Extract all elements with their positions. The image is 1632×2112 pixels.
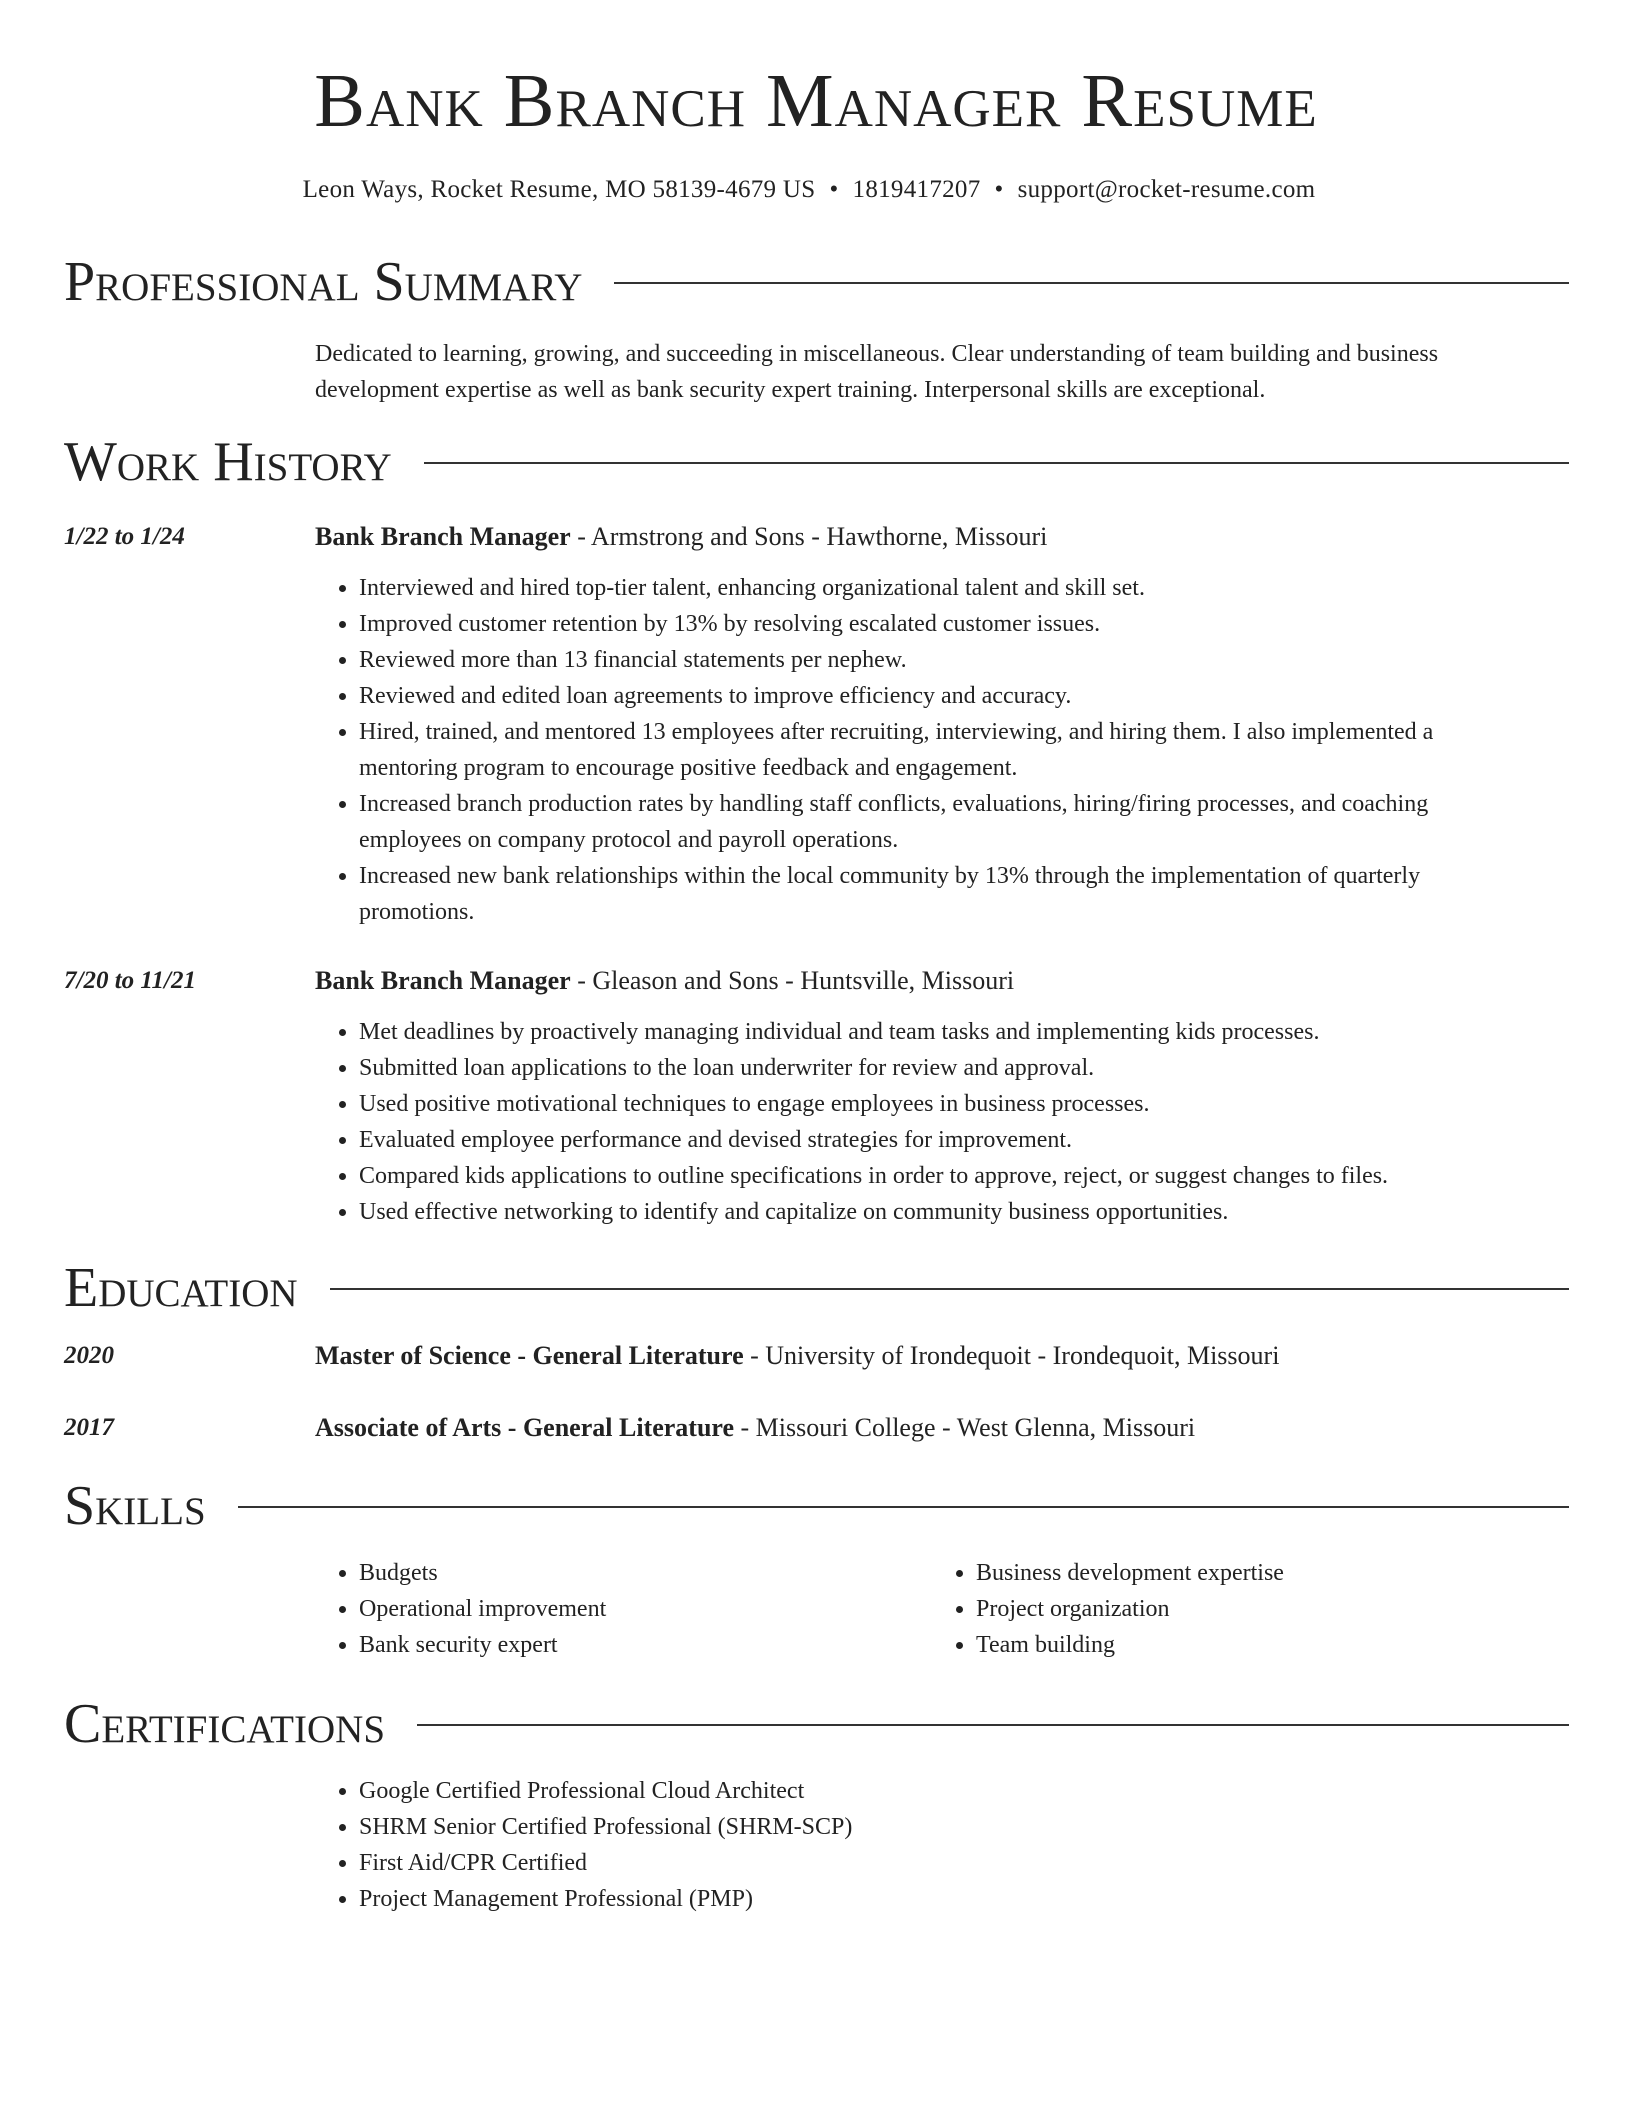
skills-section-header [64, 1474, 1569, 1538]
job-employer-location: - Gleason and Sons - Huntsville, Missouri [570, 966, 1015, 995]
job-bullets [315, 570, 1532, 930]
list-item: • Project organization [976, 1591, 1532, 1627]
list-item: • Interviewed and hired top-tier talent, enhancing organizational talent and skill set. [359, 570, 1532, 606]
section-divider [424, 462, 1569, 464]
list-item: • First Aid/CPR Certified [359, 1845, 1532, 1881]
section-divider [330, 1288, 1569, 1290]
education-section-header [64, 1256, 1569, 1320]
job-title-line [315, 519, 1047, 555]
summary-text: Dedicated to learning, growing, and succeeding in miscellaneous. Clear understanding of team building and business development expertise as well as bank security expert training. Interpersonal skills are exceptional. [315, 341, 1439, 403]
education-heading: Education [64, 1257, 298, 1319]
job-dates: 7/20 to 11/21 [64, 967, 196, 994]
education-degree: Associate of Arts - General Literature [315, 1413, 735, 1442]
resume-title: Bank Branch Manager Resume [314, 59, 1318, 143]
list-item: • Increased new bank relationships within the local community by 13% through the implementation of quarterly promotions. [359, 858, 1532, 930]
list-item: • Hired, trained, and mentored 13 employees after recruiting, interviewing, and hiring them. I also implemented a mentoring program to encourage positive feedback and engagement. [359, 714, 1532, 786]
list-item: • Team building [976, 1627, 1532, 1663]
list-item: • Used effective networking to identify and capitalize on community business opportunities. [359, 1194, 1532, 1230]
certifications-list [315, 1773, 1532, 1917]
education-school: - Missouri College - West Glenna, Missouri [734, 1413, 1196, 1442]
education-line [315, 1410, 1195, 1446]
job-title-line [315, 963, 1014, 999]
work-history-heading: Work History [64, 431, 392, 493]
list-item: • Budgets [359, 1555, 932, 1591]
list-item: • Submitted loan applications to the loan underwriter for review and approval. [359, 1050, 1532, 1086]
list-item: • Operational improvement [359, 1591, 932, 1627]
certifications-section-header [64, 1692, 1569, 1756]
contact-separator: • [994, 176, 1004, 203]
list-item: • Compared kids applications to outline specifications in order to approve, reject, or suggest changes to files. [359, 1158, 1532, 1194]
job-dates: 1/22 to 1/24 [64, 523, 185, 550]
job-employer-location: - Armstrong and Sons - Hawthorne, Missouri [570, 522, 1048, 551]
list-item: • Evaluated employee performance and devised strategies for improvement. [359, 1122, 1532, 1158]
section-divider [238, 1506, 1569, 1508]
skills-heading: Skills [64, 1475, 206, 1537]
section-divider [417, 1724, 1569, 1726]
summary-section-header [64, 250, 1569, 314]
list-item: • Met deadlines by proactively managing individual and team tasks and implementing kids processes. [359, 1014, 1532, 1050]
list-item: • Project Management Professional (PMP) [359, 1881, 1532, 1917]
contact-line [0, 174, 1618, 206]
education-degree: Master of Science - General Literature [315, 1341, 744, 1370]
skills-column-right [932, 1555, 1532, 1663]
education-line [315, 1338, 1279, 1374]
list-item: • SHRM Senior Certified Professional (SHRM-SCP) [359, 1809, 1532, 1845]
list-item: • Bank security expert [359, 1627, 932, 1663]
skills-column-left [315, 1555, 932, 1663]
education-year: 2017 [64, 1414, 114, 1441]
job-bullets [315, 1014, 1532, 1230]
list-item: • Google Certified Professional Cloud Architect [359, 1773, 1532, 1809]
list-item: • Used positive motivational techniques to engage employees in business processes. [359, 1086, 1532, 1122]
section-divider [614, 282, 1569, 284]
list-item: • Improved customer retention by 13% by resolving escalated customer issues. [359, 606, 1532, 642]
contact-email[interactable]: support@rocket-resume.com [1017, 176, 1316, 203]
work-history-section-header [64, 430, 1569, 494]
list-item: • Reviewed and edited loan agreements to improve efficiency and accuracy. [359, 678, 1532, 714]
summary-heading: Professional Summary [64, 251, 583, 313]
skills-list [315, 1555, 1532, 1663]
job-title: Bank Branch Manager [315, 522, 571, 551]
contact-separator: • [829, 176, 839, 203]
list-item: • Business development expertise [976, 1555, 1532, 1591]
contact-phone: 1819417207 [852, 176, 981, 203]
education-year: 2020 [64, 1342, 114, 1369]
contact-address: Leon Ways, Rocket Resume, MO 58139-4679 US [302, 176, 816, 203]
certifications-heading: Certifications [64, 1693, 386, 1755]
list-item: • Reviewed more than 13 financial statements per nephew. [359, 642, 1532, 678]
list-item: • Increased branch production rates by handling staff conflicts, evaluations, hiring/firing processes, and coaching employees on company protocol and payroll operations. [359, 786, 1532, 858]
education-school: - University of Irondequoit - Irondequoit, Missouri [743, 1341, 1280, 1370]
job-title: Bank Branch Manager [315, 966, 571, 995]
